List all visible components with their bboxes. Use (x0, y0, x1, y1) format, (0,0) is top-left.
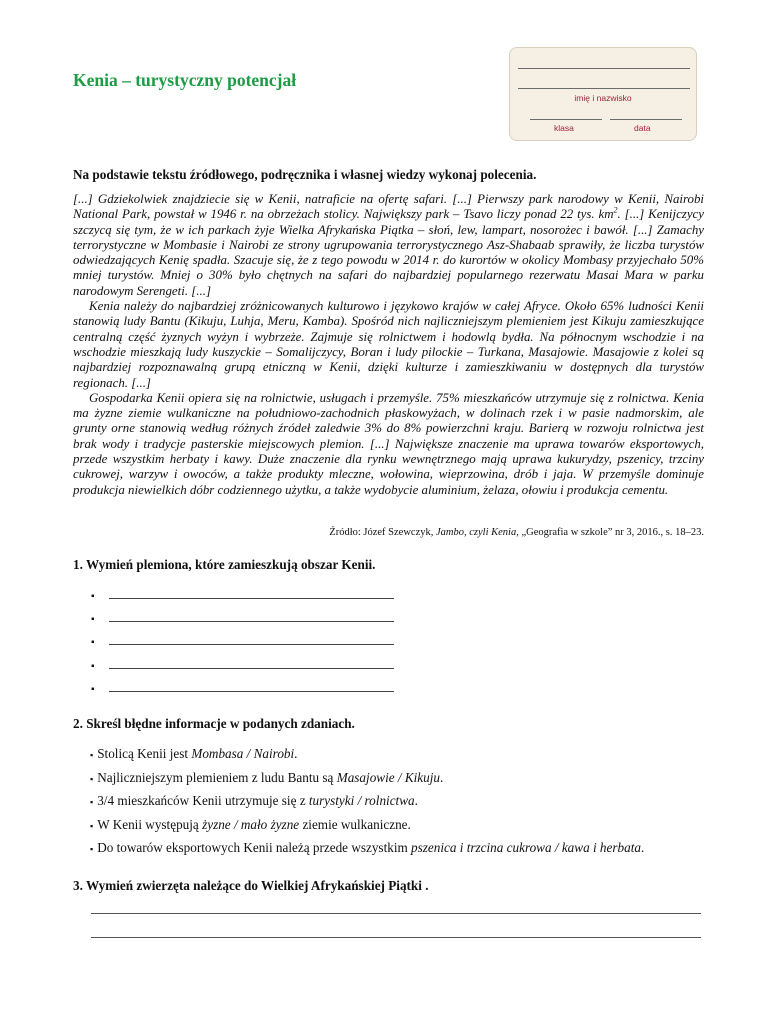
question-2-heading: 2. Skreśl błędne informacje w podanych zdaniach. (73, 716, 355, 731)
name-label: imię i nazwisko (574, 93, 632, 103)
answer-row (91, 658, 401, 681)
name-line-1[interactable] (518, 68, 690, 69)
answer-line[interactable] (109, 621, 394, 622)
statement-item: ▪ Do towarów eksportowych Kenii należą przede wszystkim pszenica i trzcina cukrowa / kawa i herbata. (90, 840, 645, 856)
source-text (73, 192, 704, 498)
answer-line[interactable] (91, 937, 701, 938)
class-label: klasa (554, 123, 574, 133)
bullet-square-icon: ▪ (91, 591, 95, 602)
answer-row (91, 611, 401, 634)
class-line[interactable] (530, 119, 602, 120)
answer-line[interactable] (109, 668, 394, 669)
source-paragraph-2: Kenia należy do najbardziej zróżnicowanych kulturowo i językowo krajów w całej Afryce. Około 65% ludności Kenii stanowią ludy Bantu (Kikuju, Luhja, Meru, Kamba). Spośród nich najliczniejszym plemieniem jest Kikuju zamieszkujące centralną część żyznych wyżyn i wybrzeże. Zajmuje się rolnictwem i hodowlą bydła. Na północnym wschodzie i na wschodzie mieszkają ludy kuszyckie – Somalijczycy, Boran i ludy pilockie – Turkana, Masajowie. Masajowie z kolei są najbardziej rozpoznawalną grupą etniczną w Kenii, dzięki kulturze i zamieszkiwaniu w dostępnych dla turystów regionach. [...] (73, 299, 704, 390)
bullet-square-icon: ▪ (91, 683, 95, 695)
answer-line[interactable] (109, 598, 394, 599)
source-paragraph-1: [...] Gdziekolwiek znajdziecie się w Kenii, natraficie na ofertę safari. [...] Pierwszy park narodowy w Kenii, Nairobi National Park, powstał w 1946 r. na obrzeżach stolicy. Największy park – Tsavo liczy ponad 22 tys. $km^2$. [...] Kenijczycy szczycą się tym, że w ich parkach żyje Wielka Afrykańska Piątka – słoń, lew, lampart, nosorożec i bawół. [...] Zamachy terrorystyczne w Mombasie i Nairobi ze strony ugrupowania terrorystycznego Asz-Shabaab sprawiły, że liczba turystów odwiedzających Kenię spadła. Szacuje się, że z tego powodu w 2014 r. do kurortów w okolicy Mombasy przyjechało 50% mniej turystów. Mniej o 30% było chętnych na safari do najbardziej popularnego rezerwatu Masai Mara w parku narodowym Serengeti. [...] (73, 192, 704, 298)
question-1-answer-list (91, 588, 401, 704)
answer-line[interactable] (91, 913, 701, 914)
date-label: data (634, 123, 651, 133)
answer-row (91, 634, 401, 657)
statement-item: ▪ Stolicą Kenii jest Mombasa / Nairobi. (90, 746, 298, 761)
instruction: Na podstawie tekstu źródłowego, podręcznika i własnej wiedzy wykonaj polecenia. (73, 167, 537, 182)
answer-options[interactable]: Mombasa / Nairobi (191, 746, 295, 761)
statement-item: ▪ W Kenii występują żyzne / mało żyzne ziemie wulkaniczne. (90, 816, 411, 832)
page-title: Kenia – turystyczny potencjał (73, 70, 297, 90)
bullet-square-icon: ▪ (90, 750, 94, 760)
answer-row (91, 681, 401, 704)
bullet-square-icon: ▪ (90, 773, 94, 784)
bullet-square-icon: ▪ (91, 637, 95, 649)
bullet-square-icon: ▪ (91, 660, 95, 672)
bullet-square-icon: ▪ (90, 844, 94, 855)
answer-line[interactable] (109, 644, 394, 645)
answer-options[interactable]: żyzne / mało żyzne (202, 816, 300, 832)
answer-options[interactable]: pszenica i trzcina cukrowa / kawa i herbata (411, 840, 641, 856)
bullet-square-icon: ▪ (91, 614, 95, 626)
bullet-square-icon: ▪ (90, 820, 94, 831)
statement-item: ▪ 3/4 mieszkańców Kenii utrzymuje się z turystyki / rolnictwa. (90, 793, 418, 809)
source-paragraph-3: Gospodarka Kenii opiera się na rolnictwie, usługach i przemyśle. 75% mieszkańców utrzymuje się z rolnictwa. Kenia ma żyzne ziemie wulkaniczne na południowo-zachodnich płaskowyżach, w dolinach rzek i w pasie nadmorskim, ale grunty orne stanowią według różnych źródeł zaledwie 3% do 8% powierzchni kraju. Barierą w rozwoju rolnictwa jest brak wody i tradycje pasterskie miejscowych plemion. [...] Największe znaczenie ma uprawa towarów eksportowych, przede wszystkim herbaty i kawy. Duże znaczenie dla rynku wewnętrznego mają uprawa kukurydzy, pszenicy, trzciny cukrowej, warzyw i owoców, a także produkty mleczne, wołowina, wieprzowina, drób i jaja. W przemyśle dominuje produkcja niewielkich dóbr codziennego użytku, a także wydobycie aluminium, żelaza, ołowiu i produkcja cementu. (73, 390, 704, 497)
answer-row (91, 588, 401, 611)
source-citation: Źródło: Józef Szewczyk, Jambo, czyli Kenia, „Geografia w szkole” nr 3, 2016., s. 18–23. (329, 527, 704, 538)
bullet-square-icon: ▪ (90, 797, 94, 808)
statement-item: ▪ Najliczniejszym plemieniem z ludu Bantu są Masajowie / Kikuju. (90, 769, 444, 785)
answer-options[interactable]: turystyki / rolnictwa (308, 793, 415, 809)
date-line[interactable] (610, 119, 682, 120)
name-line-2[interactable] (518, 88, 690, 89)
answer-options[interactable]: Masajowie / Kikuju (336, 769, 441, 785)
question-2-statements (90, 746, 644, 864)
student-info-box (509, 47, 697, 141)
answer-line[interactable] (109, 691, 394, 692)
question-1-heading: 1. Wymień plemiona, które zamieszkują obszar Kenii. (73, 557, 376, 572)
question-3-heading: 3. Wymień zwierzęta należące do Wielkiej Afrykańskiej Piątki . (73, 878, 429, 893)
